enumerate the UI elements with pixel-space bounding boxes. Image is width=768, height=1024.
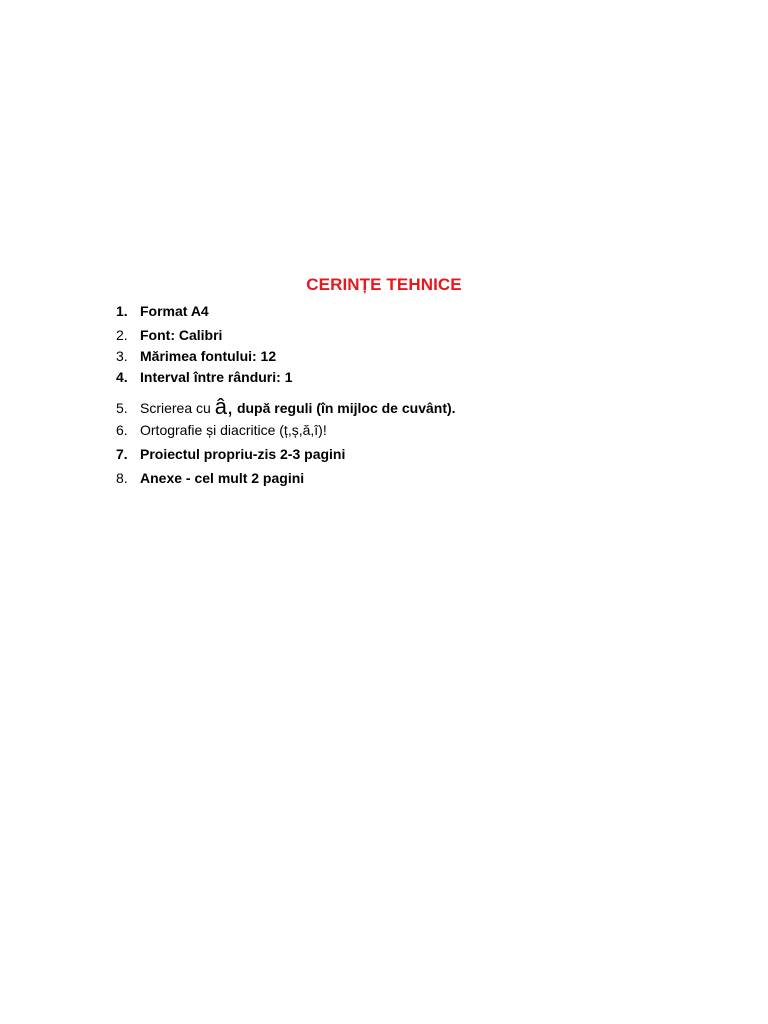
list-item [116,468,304,488]
list-item [116,301,209,321]
list-item-text: Anexe - cel mult 2 pagini [140,470,305,486]
list-item-text-label: Font: [140,327,179,343]
list-item-text: Format A4 [140,303,209,319]
list-item [116,420,327,440]
list-item-text-emphasis: â, [214,394,234,419]
list-item-text: Proiectul propriu-zis 2-3 pagini [140,446,346,462]
list-item-text: Mărimea fontului: 12 [140,348,277,364]
list-item-text-end: după reguli (în mijloc de cuvânt). [233,400,456,416]
list-item-text-start: Scrierea cu [140,400,215,416]
list-item [116,346,276,366]
list-item-number: 2. [116,327,128,343]
list-item-number: 6. [116,422,128,438]
document-title: CERINȚE TEHNICE [306,275,462,294]
list-item-number: 3. [116,348,128,364]
list-item-number: 1. [116,303,128,319]
list-item-text-value: Calibri [178,327,223,343]
list-item-text: Ortografie și diacritice (ț,ș,ă,î)! [140,422,327,438]
list-item [116,394,456,419]
list-item [116,444,345,464]
list-item-number: 8. [116,470,128,486]
list-item-number: 4. [116,369,128,385]
list-item [116,325,222,345]
list-item-text: Interval între rânduri: 1 [140,369,293,385]
list-item-number: 7. [116,446,128,462]
list-item-number: 5. [116,400,128,416]
list-item [116,367,292,387]
